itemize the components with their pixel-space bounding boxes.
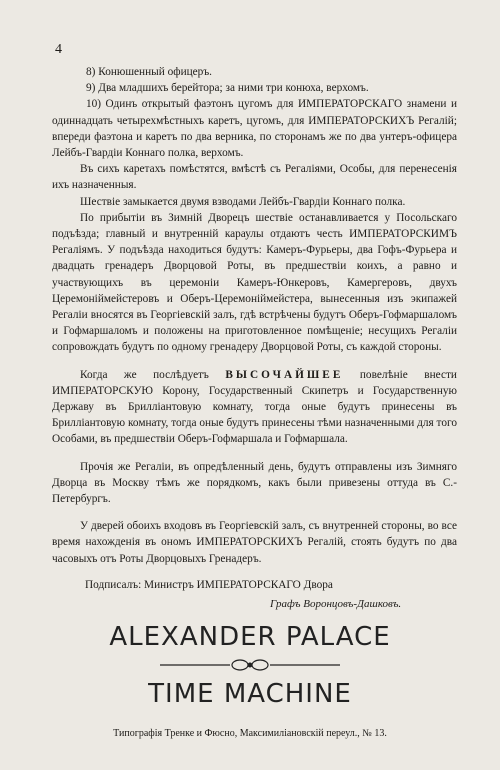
watermark-title: ALEXANDER PALACE — [109, 622, 391, 652]
emphasized-word: ВЫСОЧАЙШЕЕ — [225, 368, 344, 381]
paragraph: Въ сихъ каретахъ помѣстятся, вмѣстѣ съ Регаліями, Особы, для перенесенія ихъ назначенныя. — [52, 163, 457, 192]
paragraph: 8) Конюшенный офицеръ. — [86, 66, 212, 78]
paragraph: По прибытіи въ Зимній Дворецъ шествіе останавливается у Посольскаго подъѣзда; главный и внутренній караулы отдаютъ честь ИМПЕРАТОРСКИМЪ Регаліямъ. У подъѣзда находиться будутъ: Камеръ-Фурьеры, два Гофъ-Фурьера и двадцать гренадеръ Дворцовой Роты, въ предшествіи коихъ, а равно и участвующихъ въ церемоніи Камеръ-Юнкеровъ, Камергеровъ, двухъ Церемоніймейстеровъ и Оберъ-Церемоніймейстера, вынесенныя изъ экипажей Регаліи вносятся въ Георгіевскій залъ, гдѣ встрѣчены будутъ Оберъ-Гофмаршаломъ и Гофмаршаломъ и положены на приготовленное помѣщеніе; несущихъ Регаліи сопровождать будутъ по одному гренадеру Дворцовой Роты, съ каждой стороны. — [52, 211, 457, 354]
ornament-divider — [150, 656, 350, 674]
signed-line: Подписалъ: Министръ ИМПЕРАТОРСКАГО Двора — [85, 579, 333, 591]
text-run: Когда же послѣдуетъ — [80, 368, 226, 381]
paragraph: 9) Два младшихъ берейтора; за ними три конюха, верхомъ. — [86, 82, 369, 95]
paragraph: 10) Одинъ открытый фаэтонъ цугомъ для ИМПЕРАТОРСКАГО знамени и одиннадцать четырехмѣстныхъ каретъ, цугомъ, для ИМПЕРАТОРСКИХЪ Регалій; впереди фаэтона и каретъ по два верника, по сторонамъ же по два унтеръ-офицера Лейбъ-Гвардіи Коннаго полка, верхомъ. — [52, 98, 457, 160]
paragraph: Прочія же Регаліи, въ опредѣленный день, будутъ отправлены изъ Зимняго Дворца въ Москву тѣмъ же порядкомъ, какъ были привезены оттуда въ С.-Петербургъ. — [52, 460, 457, 506]
page-number: 4 — [55, 42, 62, 57]
signature: Графъ Воронцовъ-Дашковъ. — [270, 598, 402, 610]
paragraph: Шествіе замыкается двумя взводами Лейбъ-Гвардіи Коннаго полка. — [80, 195, 406, 208]
printer-imprint: Типографія Тренке и Фюсно, Максимиліановскій переул., № 13. — [113, 728, 387, 739]
watermark-subtitle: TIME MACHINE — [148, 679, 352, 709]
text-run: повелѣніе внести ИМПЕРАТОРСКУЮ Корону, Государственный Скипетръ и Государственную Державу въ Бриллiантовую комнату, тогда оные будутъ принесены въ Бриллiантовую комнату, тогда оные будутъ принесены тѣми назначенными для того Особами, въ предшествіи Оберъ-Гофмаршала и Гофмаршала. — [52, 368, 457, 446]
paragraph: У дверей обоихъ входовъ въ Георгіевскій залъ, съ внутренней стороны, во все время нахожденія въ ономъ ИМПЕРАТОРСКИХЪ Регалій, стоять будутъ по два часовыхъ отъ Роты Дворцовыхъ Гренадеръ. — [52, 520, 457, 565]
paragraph-vysochaishee — [52, 367, 457, 448]
document-body — [52, 64, 457, 567]
